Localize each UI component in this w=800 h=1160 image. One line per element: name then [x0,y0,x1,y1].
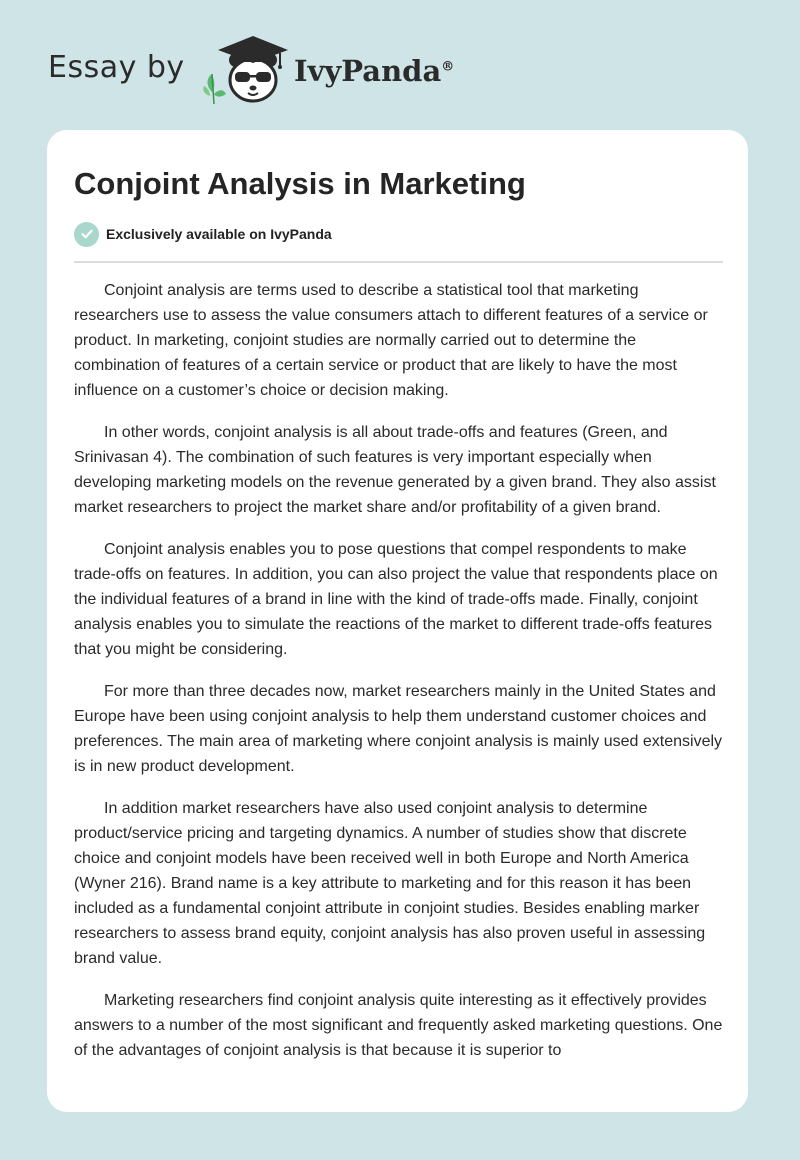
essay-body [74,278,726,1080]
essay-paragraph: Conjoint analysis enables you to pose questions that compel respondents to make trade-offs on features. In addition, you can also project the value that respondents place on the individual features of a brand in line with the kind of trade-offs made. Finally, conjoint analysis enables you to simulate the reactions of the market to different trade-offs features that you might be considering. [74,541,718,658]
essay-paragraph: Marketing researchers find conjoint analysis quite interesting as it effectively provides answers to a number of the most significant and frequently asked marketing questions. One of the advantages of conjoint analysis is that because it is superior to [74,992,723,1059]
essay-card [47,130,748,1112]
essay-paragraph: In addition market researchers have also used conjoint analysis to determine product/service pricing and targeting dynamics. A number of studies show that discrete choice and conjoint models have been received well in both Europe and North America (Wyner 216). Brand name is a key attribute to marketing and for this reason it has been included as a fundamental conjoint attribute in conjoint studies. Besides enabling marker researchers to assess brand equity, conjoint analysis has also proven useful in assessing brand value. [74,800,706,967]
essay-paragraph: For more than three decades now, market researchers mainly in the United States and Europe have been using conjoint analysis to help them understand customer choices and preferences. The main area of marketing where conjoint analysis is mainly used extensively is in new product development. [74,683,723,775]
essay-paragraph: In other words, conjoint analysis is all about trade-offs and features (Green, and Srinivasan 4). The combination of such features is very important especially when developing marketing models on the revenue generated by a given brand. They also assist market researchers to project the market share and/or profitability of a given brand. [74,424,716,516]
exclusive-badge [74,221,332,247]
site-header [0,0,800,130]
check-circle-icon [74,222,99,247]
essay-title: Conjoint Analysis in Marketing [74,166,526,201]
brand-name-text: IvyPanda [294,54,442,88]
brand-name[interactable] [294,54,454,88]
exclusive-badge-label: Exclusively available on IvyPanda [106,226,332,242]
essay-by-label: Essay by [48,50,185,85]
title-divider [74,261,723,263]
essay-paragraph: Conjoint analysis are terms used to describe a statistical tool that marketing researchers use to assess the value consumers attach to different features of a service or product. In marketing, conjoint studies are normally carried out to determine the combination of features of a certain service or product that are likely to have the most influence on a customer’s choice or decision making. [74,282,708,399]
panda-graduate-logo-icon[interactable] [200,34,292,108]
brand-registered-mark: ® [441,59,455,75]
